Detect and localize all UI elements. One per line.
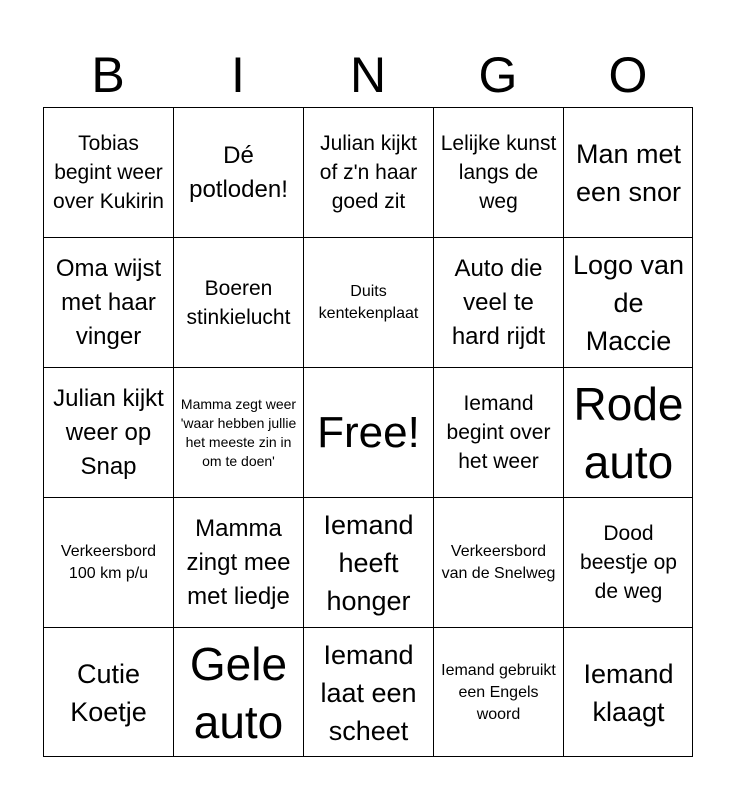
bingo-cell[interactable] [303,497,433,627]
bingo-cell[interactable] [173,497,303,627]
bingo-cell[interactable] [433,367,563,497]
bingo-cell[interactable] [173,367,303,497]
cell-text: Lelijke kunst langs de weg [440,132,557,213]
cell-text: Auto die veel te hard rijdt [451,254,546,350]
bingo-cell[interactable] [43,237,173,367]
cell-text: Iemand gebruikt een Engels woord [441,661,556,723]
cell-text: Dood beestje op de weg [580,522,677,603]
bingo-cell[interactable] [173,627,303,757]
cell-text: Mamma zingt mee met liedje [186,514,291,610]
bingo-cell[interactable] [563,107,693,237]
cell-text: Tobias begint weer over Kukirin [53,132,164,213]
bingo-cell[interactable] [303,237,433,367]
cell-text: Man met een snor [575,138,682,207]
cell-text: Boeren stinkielucht [186,276,291,329]
cell-text: Mamma zegt weer 'waar hebben jullie het meeste zin in om te doen' [180,395,297,469]
cell-text: Verkeersbord 100 km p/u [60,542,157,582]
header-letter-n: N [349,47,387,103]
free-space-text: Free! [317,407,420,457]
bingo-free-cell[interactable] [303,367,433,497]
cell-text: Iemand begint over het weer [446,392,551,473]
bingo-cell[interactable] [43,497,173,627]
header-letter-b: B [91,47,125,103]
cell-text: Rode auto [573,377,684,488]
cell-text: Duits kentekenplaat [318,282,419,322]
cell-text: Iemand heeft honger [323,509,414,616]
cell-text: Julian kijkt of z'n haar goed zit [319,132,418,213]
cell-text: Oma wijst met haar vinger [55,254,162,350]
bingo-cell[interactable] [173,107,303,237]
bingo-cell[interactable] [433,237,563,367]
bingo-cell[interactable] [43,107,173,237]
cell-text: Iemand laat een scheet [320,639,417,746]
bingo-cell[interactable] [563,497,693,627]
header-letter-g: G [478,47,518,103]
bingo-cell[interactable] [563,367,693,497]
bingo-cell[interactable] [433,497,563,627]
bingo-board [43,107,693,757]
header-letter-o: O [608,47,648,103]
header-letter-i: I [231,47,245,103]
bingo-cell[interactable] [43,627,173,757]
bingo-cell[interactable] [563,627,693,757]
cell-text: Logo van de Maccie [572,249,685,356]
bingo-cell[interactable] [303,627,433,757]
cell-text: Cutie Koetje [70,658,147,727]
bingo-cell[interactable] [43,367,173,497]
bingo-cell[interactable] [563,237,693,367]
bingo-cell[interactable] [433,107,563,237]
bingo-cell[interactable] [433,627,563,757]
cell-text: Gele auto [189,637,288,748]
bingo-cell[interactable] [173,237,303,367]
cell-text: Verkeersbord van de Snelweg [441,542,556,582]
cell-text: Dé potloden! [189,141,288,203]
cell-text: Julian kijkt weer op Snap [53,384,164,480]
bingo-header [43,44,693,106]
cell-text: Iemand klaagt [583,658,674,727]
bingo-cell[interactable] [303,107,433,237]
